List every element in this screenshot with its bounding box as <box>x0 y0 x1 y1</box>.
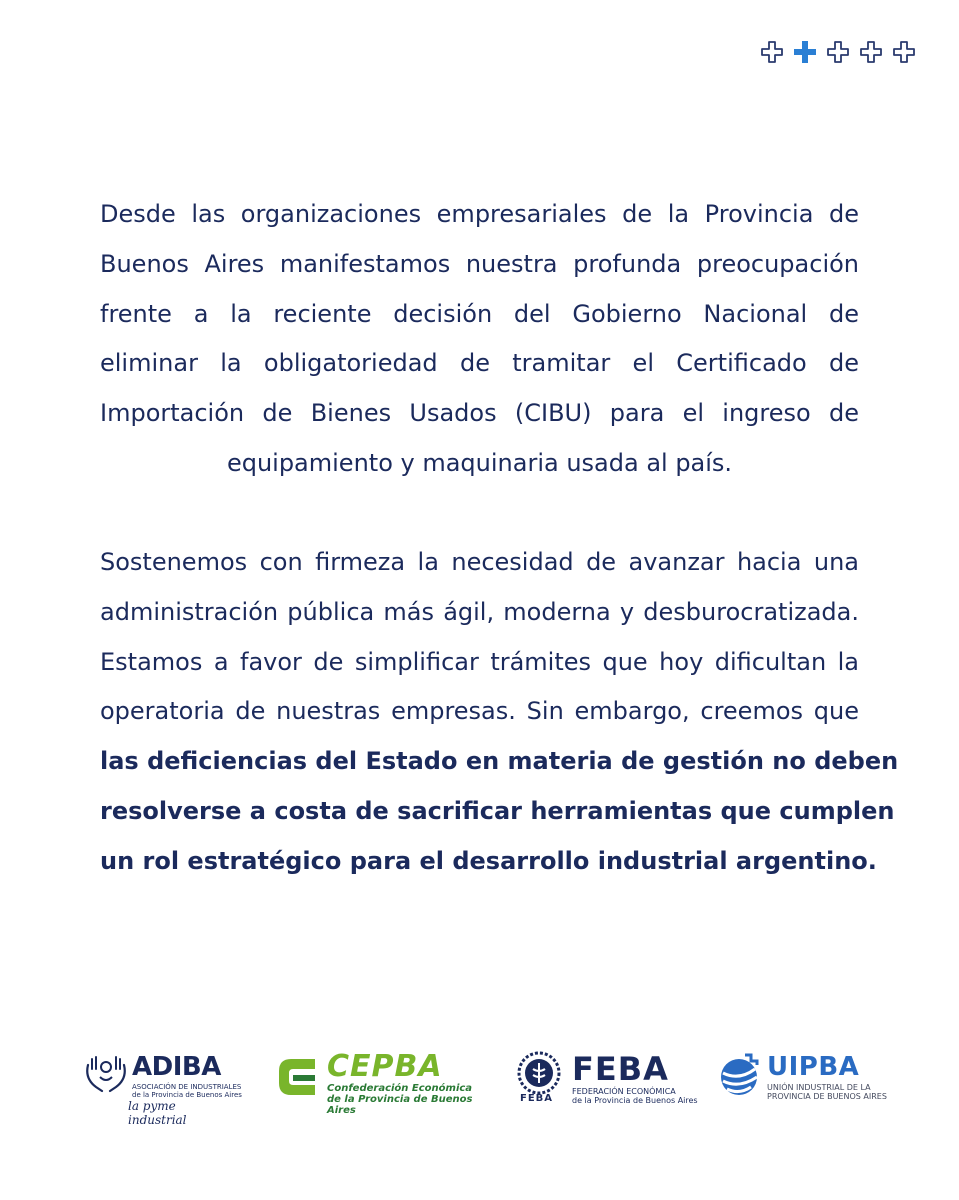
adiba-name: ADIBA <box>132 1052 221 1082</box>
uipba-subtitle-line: UNIÓN INDUSTRIAL DE LA <box>767 1083 871 1092</box>
organization-logos <box>0 1045 959 1125</box>
globe-logo-icon <box>715 1051 763 1099</box>
uipba-name: UIPBA <box>767 1052 860 1082</box>
paragraph-line: equipamiento y maquinaria usada al país. <box>226 448 733 477</box>
feba-subtitle-line: de la Provincia de Buenos Aires <box>572 1096 698 1105</box>
feba-subtitle <box>572 1087 702 1105</box>
cepba-name: CEPBA <box>327 1049 443 1084</box>
paragraph-line: frente a la reciente decisión del Gobierno Nacional de <box>100 299 859 328</box>
plus-outline-icon <box>859 40 883 64</box>
uipba-subtitle-line: PROVINCIA DE BUENOS AIRES <box>767 1092 887 1101</box>
plus-outline-icon <box>892 40 916 64</box>
paragraph-line: Estamos a favor de simplificar trámites que hoy dificultan la <box>100 647 859 676</box>
plus-solid-icon <box>793 40 817 64</box>
emphasis-line: resolverse a costa de sacrificar herramientas que cumplen <box>100 796 895 825</box>
paragraph-line: Sostenemos con firmeza la necesidad de avanzar hacia una <box>100 548 859 576</box>
statement-paragraph-2 <box>100 538 899 887</box>
paragraph-line: Desde las organizaciones empresariales de la Provincia de <box>100 200 859 228</box>
plus-outline-icon <box>760 40 784 64</box>
emphasis-line: las deficiencias del Estado en materia de gestión no deben <box>100 747 899 776</box>
cepba-logo <box>275 1045 475 1125</box>
cepba-subtitle <box>327 1083 487 1116</box>
paragraph-line: Buenos Aires manifestamos nuestra profunda preocupación <box>100 249 859 278</box>
cepba-subtitle-line: Confederación Económica <box>327 1083 473 1094</box>
paragraph-line: eliminar la obligatoriedad de tramitar el Certificado de <box>100 349 859 378</box>
feba-subtitle-line: FEDERACIÓN ECONÓMICA <box>572 1087 676 1096</box>
emphasis-line: un rol estratégico para el desarrollo industrial argentino. <box>100 846 877 875</box>
plus-outline-icon <box>826 40 850 64</box>
c-letter-logo-icon <box>275 1053 321 1099</box>
feba-seal-text: FEBA <box>520 1093 554 1104</box>
hands-logo-icon <box>82 1053 130 1097</box>
feba-name: FEBA <box>572 1050 669 1088</box>
uipba-logo <box>715 1045 895 1125</box>
paragraph-line: Importación de Bienes Usados (CIBU) para el ingreso de <box>100 399 859 428</box>
statement-paragraph-1 <box>100 190 859 489</box>
cepba-subtitle-line: de la Provincia de Buenos Aires <box>327 1094 473 1116</box>
uipba-subtitle <box>767 1083 887 1101</box>
adiba-logo <box>80 1045 242 1127</box>
feba-logo <box>512 1045 698 1125</box>
adiba-subtitle: ASOCIACIÓN DE INDUSTRIALES de la Provincia de Buenos Aires <box>132 1083 242 1099</box>
slide-pager <box>760 40 925 64</box>
paragraph-line: administración pública más ágil, moderna y desburocratizada. <box>100 597 859 626</box>
paragraph-line: operatoria de nuestras empresas. Sin embargo, creemos que <box>100 697 859 726</box>
adiba-tagline: la pyme industrial <box>128 1099 187 1127</box>
